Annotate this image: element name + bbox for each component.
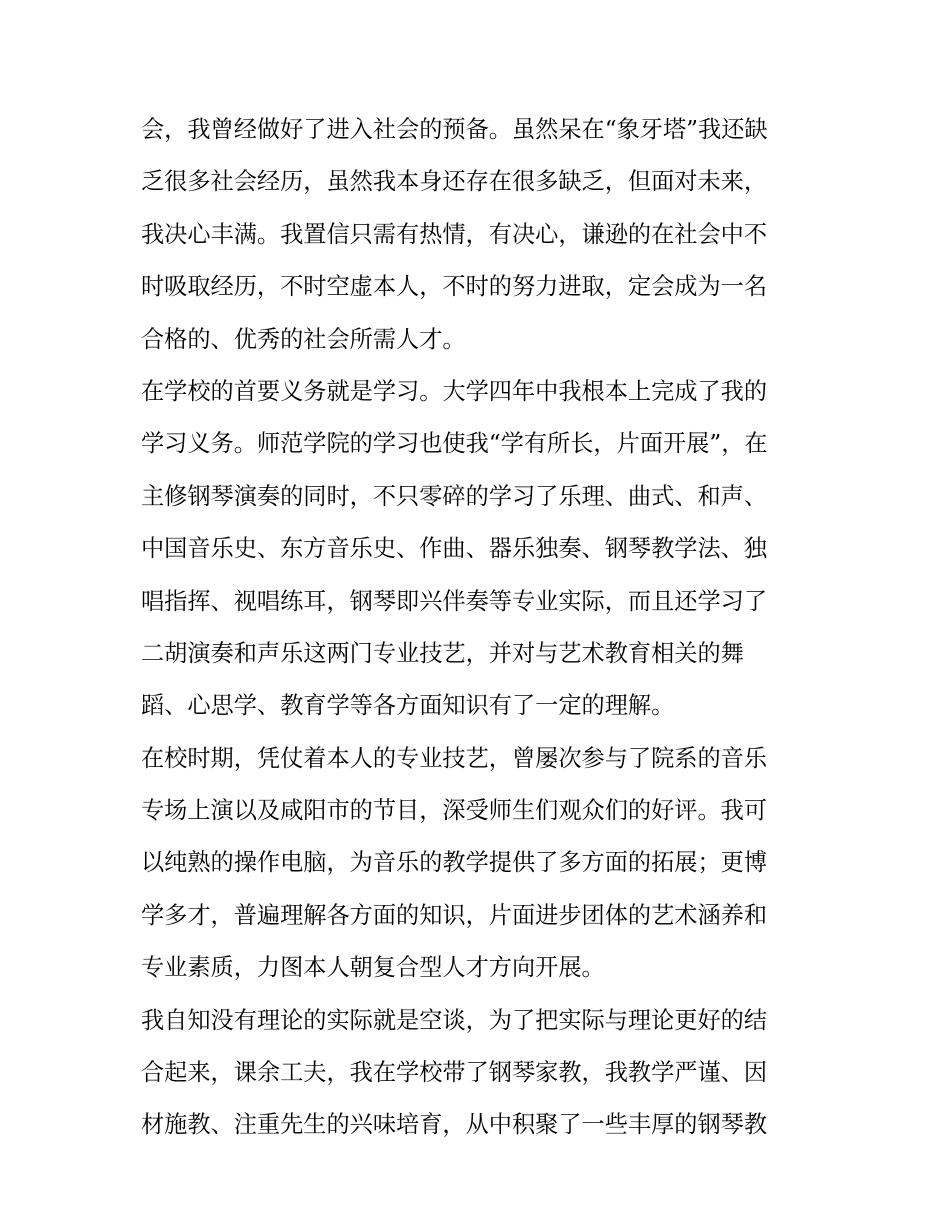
text-line: 学多才，普遍理解各方面的知识，片面进步团体的艺术涵养和 <box>141 901 768 929</box>
paragraph <box>141 995 813 1152</box>
text-line: 我决心丰满。我置信只需有热情，有决心，谦逊的在社会中不 <box>141 220 768 248</box>
paragraph <box>141 366 813 733</box>
text-line: 时吸取经历，不时空虚本人，不时的努力进取，定会成为一名 <box>141 273 768 301</box>
text-line: 我自知没有理论的实际就是空谈，为了把实际与理论更好的结 <box>141 1006 768 1034</box>
text-line: 乏很多社会经历，虽然我本身还存在很多缺乏，但面对未来， <box>141 168 768 196</box>
text-line: 在校时期，凭仗着本人的专业技艺，曾屡次参与了院系的音乐 <box>141 744 768 772</box>
paragraph <box>141 733 813 995</box>
text-line: 主修钢琴演奏的同时，不只零碎的学习了乐理、曲式、和声、 <box>141 482 768 510</box>
text-line: 合格的、优秀的社会所需人才。 <box>141 325 466 353</box>
document-body <box>141 104 813 1152</box>
paragraph <box>141 104 813 366</box>
text-line: 会，我曾经做好了进入社会的预备。虽然呆在“象牙塔”我还缺 <box>141 116 768 143</box>
text-line: 材施教、注重先生的兴味培育，从中积聚了一些丰厚的钢琴教 <box>141 1111 768 1139</box>
text-line: 中国音乐史、东方音乐史、作曲、器乐独奏、钢琴教学法、独 <box>141 535 768 563</box>
text-line: 在学校的首要义务就是学习。大学四年中我根本上完成了我的 <box>141 377 768 405</box>
text-line: 二胡演奏和声乐这两门专业技艺，并对与艺术教育相关的舞 <box>141 639 744 667</box>
text-line: 专场上演以及咸阳市的节目，深受师生们观众们的好评。我可 <box>141 797 768 825</box>
text-line: 合起来，课余工夫，我在学校带了钢琴家教，我教学严谨、因 <box>141 1059 768 1087</box>
text-line: 以纯熟的操作电脑，为音乐的教学提供了多方面的拓展；更博 <box>141 849 768 877</box>
text-line: 专业素质，力图本人朝复合型人才方向开展。 <box>141 954 605 982</box>
text-line: 蹈、心思学、教育学等各方面知识有了一定的理解。 <box>141 692 675 720</box>
text-line: 唱指挥、视唱练耳，钢琴即兴伴奏等专业实际，而且还学习了 <box>141 587 768 615</box>
text-line: 学习义务。师范学院的学习也使我“学有所长，片面开展”，在 <box>141 430 768 458</box>
